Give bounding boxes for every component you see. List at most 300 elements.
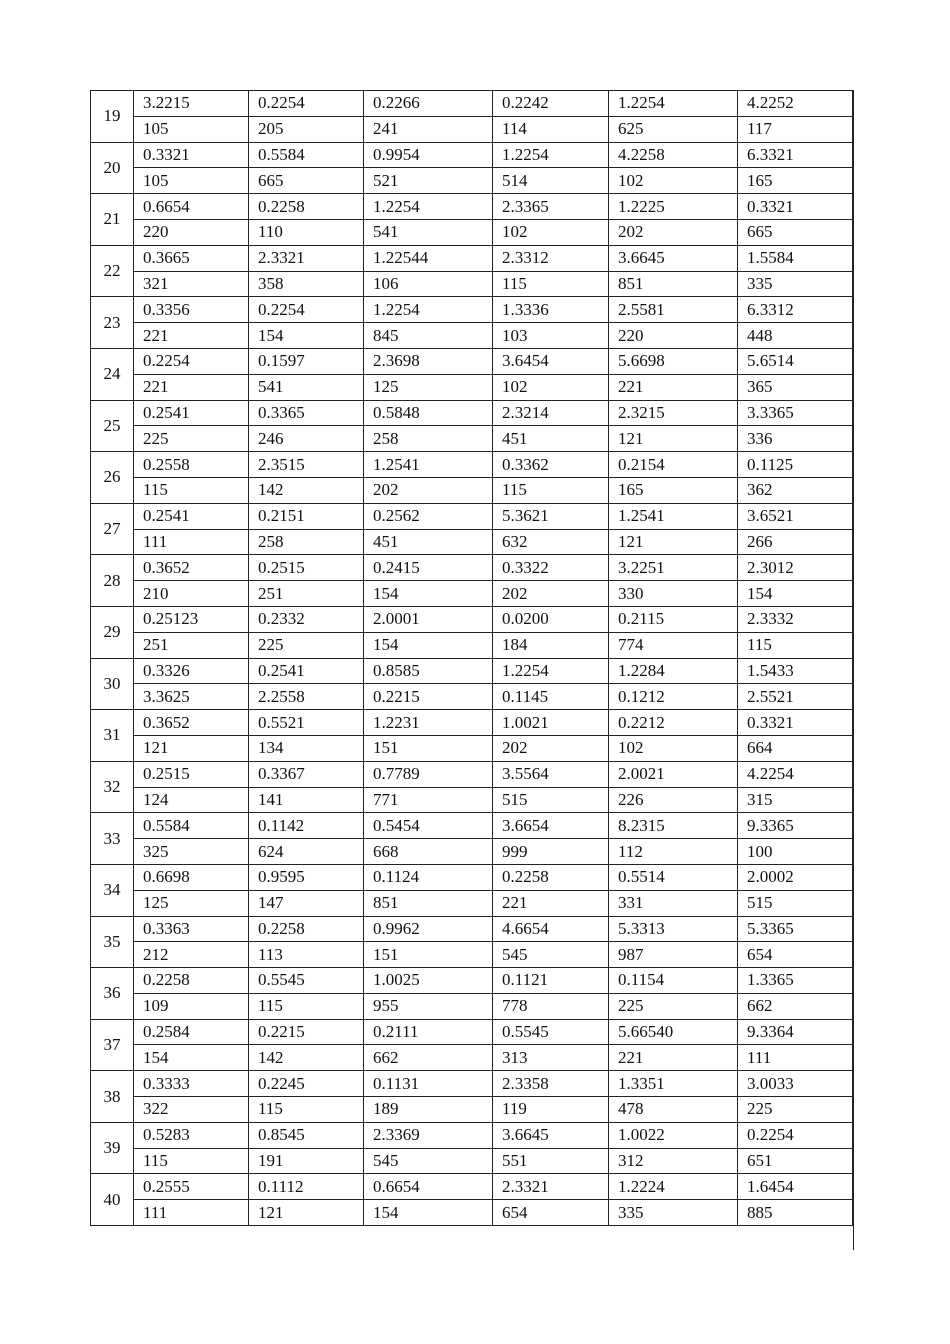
table-cell: 141 [249, 787, 364, 813]
table-cell: 2.3215 [609, 400, 738, 426]
table-cell: 0.2254 [134, 348, 249, 374]
table-cell: 225 [134, 426, 249, 452]
table-cell: 0.2258 [249, 194, 364, 220]
table-cell: 664 [738, 735, 853, 761]
table-cell: 515 [738, 890, 853, 916]
table-cell: 1.2225 [609, 194, 738, 220]
row-index: 37 [91, 1019, 134, 1071]
table-cell: 115 [493, 477, 609, 503]
table-cell: 121 [609, 529, 738, 555]
table-row [91, 116, 853, 142]
table-cell: 142 [249, 1045, 364, 1071]
table-row [91, 890, 853, 916]
table-cell: 2.3321 [249, 245, 364, 271]
table-cell: 251 [134, 632, 249, 658]
table-cell: 0.8585 [364, 658, 493, 684]
row-index: 33 [91, 813, 134, 865]
table-cell: 654 [493, 1200, 609, 1226]
table-cell: 0.5545 [493, 1019, 609, 1045]
table-cell: 312 [609, 1148, 738, 1174]
table-cell: 121 [134, 735, 249, 761]
table-cell: 335 [738, 271, 853, 297]
table-row [91, 1071, 853, 1097]
table-row [91, 1200, 853, 1226]
table-cell: 514 [493, 168, 609, 194]
row-index: 38 [91, 1071, 134, 1123]
row-index: 28 [91, 555, 134, 607]
table-cell: 0.3665 [134, 245, 249, 271]
table-cell: 0.2245 [249, 1071, 364, 1097]
table-cell: 1.2254 [364, 297, 493, 323]
table-cell: 1.2254 [493, 142, 609, 168]
table-cell: 154 [738, 581, 853, 607]
table-cell: 771 [364, 787, 493, 813]
table-cell: 845 [364, 323, 493, 349]
table-cell: 2.3515 [249, 452, 364, 478]
table-row [91, 684, 853, 710]
table-cell: 0.3333 [134, 1071, 249, 1097]
table-cell: 225 [738, 1097, 853, 1123]
table-cell: 258 [249, 529, 364, 555]
table-cell: 0.2562 [364, 503, 493, 529]
table-cell: 336 [738, 426, 853, 452]
table-cell: 100 [738, 839, 853, 865]
table-cell: 3.3365 [738, 400, 853, 426]
table-cell: 9.3364 [738, 1019, 853, 1045]
table-cell: 111 [738, 1045, 853, 1071]
table-cell: 651 [738, 1148, 853, 1174]
table-cell: 0.8545 [249, 1122, 364, 1148]
table-row [91, 1174, 853, 1200]
table-cell: 5.66540 [609, 1019, 738, 1045]
table-cell: 448 [738, 323, 853, 349]
table-cell: 2.3321 [493, 1174, 609, 1200]
table-cell: 0.3367 [249, 761, 364, 787]
table-cell: 221 [134, 323, 249, 349]
table-cell: 654 [738, 942, 853, 968]
table-cell: 1.0022 [609, 1122, 738, 1148]
table-cell: 1.2254 [364, 194, 493, 220]
table-row [91, 142, 853, 168]
table-cell: 625 [609, 116, 738, 142]
table-cell: 5.3621 [493, 503, 609, 529]
table-cell: 885 [738, 1200, 853, 1226]
table-cell: 189 [364, 1097, 493, 1123]
table-cell: 8.2315 [609, 813, 738, 839]
table-row [91, 194, 853, 220]
table-cell: 1.2224 [609, 1174, 738, 1200]
table-cell: 6.3312 [738, 297, 853, 323]
table-cell: 0.25123 [134, 606, 249, 632]
table-body [91, 91, 853, 1226]
table-cell: 125 [134, 890, 249, 916]
table-row [91, 477, 853, 503]
table-cell: 851 [609, 271, 738, 297]
table-cell: 0.2415 [364, 555, 493, 581]
table-cell: 778 [493, 993, 609, 1019]
table-cell: 1.6454 [738, 1174, 853, 1200]
table-cell: 665 [738, 219, 853, 245]
data-table-page [90, 90, 854, 1226]
table-cell: 0.3321 [134, 142, 249, 168]
table-cell: 541 [364, 219, 493, 245]
table-cell: 151 [364, 942, 493, 968]
table-cell: 0.5454 [364, 813, 493, 839]
table-row [91, 323, 853, 349]
table-cell: 3.6454 [493, 348, 609, 374]
table-cell: 2.3012 [738, 555, 853, 581]
row-index: 34 [91, 864, 134, 916]
table-cell: 154 [364, 1200, 493, 1226]
table-cell: 662 [364, 1045, 493, 1071]
table-cell: 0.3362 [493, 452, 609, 478]
table-row [91, 839, 853, 865]
table-cell: 142 [249, 477, 364, 503]
table-cell: 154 [134, 1045, 249, 1071]
table-cell: 321 [134, 271, 249, 297]
row-index: 40 [91, 1174, 134, 1226]
table-row [91, 606, 853, 632]
table-cell: 119 [493, 1097, 609, 1123]
table-cell: 0.5584 [134, 813, 249, 839]
row-index: 24 [91, 348, 134, 400]
table-cell: 112 [609, 839, 738, 865]
table-cell: 102 [493, 219, 609, 245]
table-cell: 2.2558 [249, 684, 364, 710]
table-cell: 202 [493, 581, 609, 607]
row-index: 20 [91, 142, 134, 194]
table-cell: 0.5545 [249, 968, 364, 994]
table-cell: 0.5283 [134, 1122, 249, 1148]
table-cell: 3.6645 [609, 245, 738, 271]
table-cell: 114 [493, 116, 609, 142]
table-cell: 5.3365 [738, 916, 853, 942]
table-row [91, 555, 853, 581]
table-cell: 0.2212 [609, 710, 738, 736]
data-table [90, 90, 853, 1226]
table-cell: 105 [134, 168, 249, 194]
table-cell: 1.5433 [738, 658, 853, 684]
table-cell: 0.6654 [364, 1174, 493, 1200]
table-cell: 2.5581 [609, 297, 738, 323]
table-cell: 0.9595 [249, 864, 364, 890]
table-row [91, 1148, 853, 1174]
table-cell: 1.3336 [493, 297, 609, 323]
table-cell: 0.2266 [364, 91, 493, 117]
table-row [91, 761, 853, 787]
table-row [91, 968, 853, 994]
row-index: 36 [91, 968, 134, 1020]
table-row [91, 271, 853, 297]
table-cell: 0.2541 [249, 658, 364, 684]
row-index: 26 [91, 452, 134, 504]
table-row [91, 735, 853, 761]
table-cell: 0.5521 [249, 710, 364, 736]
table-cell: 0.2215 [249, 1019, 364, 1045]
table-cell: 0.1112 [249, 1174, 364, 1200]
table-cell: 0.2151 [249, 503, 364, 529]
table-cell: 541 [249, 374, 364, 400]
table-cell: 221 [609, 374, 738, 400]
table-cell: 322 [134, 1097, 249, 1123]
table-cell: 665 [249, 168, 364, 194]
table-cell: 102 [493, 374, 609, 400]
row-index: 22 [91, 245, 134, 297]
table-cell: 241 [364, 116, 493, 142]
table-cell: 258 [364, 426, 493, 452]
table-cell: 2.3369 [364, 1122, 493, 1148]
table-cell: 335 [609, 1200, 738, 1226]
table-cell: 0.9962 [364, 916, 493, 942]
table-cell: 774 [609, 632, 738, 658]
table-cell: 3.2215 [134, 91, 249, 117]
table-cell: 6.3321 [738, 142, 853, 168]
table-cell: 105 [134, 116, 249, 142]
table-cell: 212 [134, 942, 249, 968]
table-cell: 221 [493, 890, 609, 916]
table-cell: 0.2258 [134, 968, 249, 994]
table-cell: 2.3358 [493, 1071, 609, 1097]
table-cell: 987 [609, 942, 738, 968]
table-cell: 1.2284 [609, 658, 738, 684]
table-cell: 0.1154 [609, 968, 738, 994]
table-cell: 154 [364, 581, 493, 607]
table-cell: 0.3363 [134, 916, 249, 942]
table-cell: 313 [493, 1045, 609, 1071]
table-cell: 0.1125 [738, 452, 853, 478]
table-cell: 221 [134, 374, 249, 400]
row-index: 39 [91, 1122, 134, 1174]
table-cell: 1.3365 [738, 968, 853, 994]
table-row [91, 1019, 853, 1045]
table-cell: 478 [609, 1097, 738, 1123]
table-cell: 191 [249, 1148, 364, 1174]
table-cell: 106 [364, 271, 493, 297]
table-cell: 202 [609, 219, 738, 245]
table-cell: 225 [249, 632, 364, 658]
table-cell: 0.5584 [249, 142, 364, 168]
table-cell: 110 [249, 219, 364, 245]
table-cell: 115 [249, 1097, 364, 1123]
table-row [91, 864, 853, 890]
table-cell: 0.1145 [493, 684, 609, 710]
table-cell: 0.2584 [134, 1019, 249, 1045]
row-index: 23 [91, 297, 134, 349]
row-index: 31 [91, 710, 134, 762]
table-cell: 0.2515 [134, 761, 249, 787]
table-cell: 117 [738, 116, 853, 142]
table-cell: 124 [134, 787, 249, 813]
table-cell: 220 [134, 219, 249, 245]
table-cell: 632 [493, 529, 609, 555]
table-cell: 1.2231 [364, 710, 493, 736]
table-cell: 2.0021 [609, 761, 738, 787]
table-cell: 4.2254 [738, 761, 853, 787]
table-cell: 0.2515 [249, 555, 364, 581]
table-cell: 0.2541 [134, 400, 249, 426]
table-row [91, 245, 853, 271]
table-cell: 0.9954 [364, 142, 493, 168]
table-cell: 202 [493, 735, 609, 761]
table-cell: 1.2254 [609, 91, 738, 117]
table-cell: 0.0200 [493, 606, 609, 632]
table-cell: 125 [364, 374, 493, 400]
table-row [91, 297, 853, 323]
table-cell: 0.2242 [493, 91, 609, 117]
table-cell: 1.3351 [609, 1071, 738, 1097]
table-cell: 0.5848 [364, 400, 493, 426]
table-cell: 2.3365 [493, 194, 609, 220]
table-cell: 134 [249, 735, 364, 761]
table-cell: 225 [609, 993, 738, 1019]
table-row [91, 452, 853, 478]
table-cell: 121 [609, 426, 738, 452]
table-cell: 9.3365 [738, 813, 853, 839]
table-row [91, 219, 853, 245]
table-cell: 358 [249, 271, 364, 297]
table-cell: 0.7789 [364, 761, 493, 787]
table-cell: 0.2215 [364, 684, 493, 710]
table-cell: 330 [609, 581, 738, 607]
row-index: 21 [91, 194, 134, 246]
table-cell: 2.3312 [493, 245, 609, 271]
row-index: 35 [91, 916, 134, 968]
table-cell: 2.3332 [738, 606, 853, 632]
table-cell: 1.22544 [364, 245, 493, 271]
table-cell: 4.6654 [493, 916, 609, 942]
table-cell: 115 [738, 632, 853, 658]
table-row [91, 916, 853, 942]
table-cell: 0.2111 [364, 1019, 493, 1045]
table-cell: 331 [609, 890, 738, 916]
table-cell: 210 [134, 581, 249, 607]
table-cell: 3.3625 [134, 684, 249, 710]
table-row [91, 529, 853, 555]
table-cell: 362 [738, 477, 853, 503]
table-cell: 246 [249, 426, 364, 452]
table-cell: 121 [249, 1200, 364, 1226]
table-cell: 0.3321 [738, 194, 853, 220]
table-cell: 154 [364, 632, 493, 658]
table-cell: 0.1121 [493, 968, 609, 994]
row-index: 30 [91, 658, 134, 710]
table-cell: 113 [249, 942, 364, 968]
table-cell: 220 [609, 323, 738, 349]
table-cell: 551 [493, 1148, 609, 1174]
table-cell: 3.6645 [493, 1122, 609, 1148]
table-cell: 0.2258 [493, 864, 609, 890]
row-index: 25 [91, 400, 134, 452]
table-cell: 545 [364, 1148, 493, 1174]
table-cell: 0.3321 [738, 710, 853, 736]
table-cell: 999 [493, 839, 609, 865]
table-cell: 451 [493, 426, 609, 452]
table-cell: 251 [249, 581, 364, 607]
table-cell: 1.0021 [493, 710, 609, 736]
table-cell: 2.0002 [738, 864, 853, 890]
table-cell: 0.2332 [249, 606, 364, 632]
table-cell: 4.2258 [609, 142, 738, 168]
table-cell: 3.6521 [738, 503, 853, 529]
table-cell: 315 [738, 787, 853, 813]
row-index: 27 [91, 503, 134, 555]
table-row [91, 581, 853, 607]
table-cell: 0.1124 [364, 864, 493, 890]
table-cell: 365 [738, 374, 853, 400]
table-cell: 0.2558 [134, 452, 249, 478]
table-cell: 221 [609, 1045, 738, 1071]
table-cell: 111 [134, 529, 249, 555]
table-cell: 109 [134, 993, 249, 1019]
table-cell: 154 [249, 323, 364, 349]
table-cell: 662 [738, 993, 853, 1019]
table-cell: 0.1212 [609, 684, 738, 710]
table-row [91, 1045, 853, 1071]
table-cell: 3.2251 [609, 555, 738, 581]
table-row [91, 942, 853, 968]
table-cell: 115 [249, 993, 364, 1019]
table-cell: 0.3652 [134, 710, 249, 736]
table-cell: 0.3652 [134, 555, 249, 581]
table-cell: 0.1131 [364, 1071, 493, 1097]
table-row [91, 993, 853, 1019]
table-cell: 226 [609, 787, 738, 813]
table-row [91, 168, 853, 194]
table-cell: 2.5521 [738, 684, 853, 710]
table-cell: 0.1597 [249, 348, 364, 374]
table-row [91, 91, 853, 117]
table-cell: 4.2252 [738, 91, 853, 117]
table-cell: 0.3356 [134, 297, 249, 323]
table-cell: 0.3326 [134, 658, 249, 684]
table-cell: 325 [134, 839, 249, 865]
table-cell: 184 [493, 632, 609, 658]
table-cell: 102 [609, 168, 738, 194]
table-cell: 165 [609, 477, 738, 503]
table-cell: 111 [134, 1200, 249, 1226]
table-cell: 545 [493, 942, 609, 968]
row-index: 19 [91, 91, 134, 143]
table-cell: 0.2254 [249, 91, 364, 117]
table-row [91, 503, 853, 529]
table-cell: 0.2115 [609, 606, 738, 632]
table-cell: 2.3214 [493, 400, 609, 426]
table-cell: 1.5584 [738, 245, 853, 271]
table-row [91, 787, 853, 813]
table-cell: 1.2541 [364, 452, 493, 478]
table-cell: 451 [364, 529, 493, 555]
table-cell: 0.3322 [493, 555, 609, 581]
table-cell: 0.5514 [609, 864, 738, 890]
table-cell: 0.6698 [134, 864, 249, 890]
table-cell: 3.0033 [738, 1071, 853, 1097]
table-cell: 851 [364, 890, 493, 916]
table-cell: 0.2154 [609, 452, 738, 478]
table-cell: 2.0001 [364, 606, 493, 632]
table-cell: 0.6654 [134, 194, 249, 220]
table-cell: 115 [493, 271, 609, 297]
table-row [91, 348, 853, 374]
table-cell: 3.5564 [493, 761, 609, 787]
table-cell: 0.3365 [249, 400, 364, 426]
table-cell: 955 [364, 993, 493, 1019]
table-cell: 2.3698 [364, 348, 493, 374]
table-cell: 0.2254 [738, 1122, 853, 1148]
table-cell: 202 [364, 477, 493, 503]
table-cell: 5.3313 [609, 916, 738, 942]
table-cell: 668 [364, 839, 493, 865]
table-cell: 1.0025 [364, 968, 493, 994]
